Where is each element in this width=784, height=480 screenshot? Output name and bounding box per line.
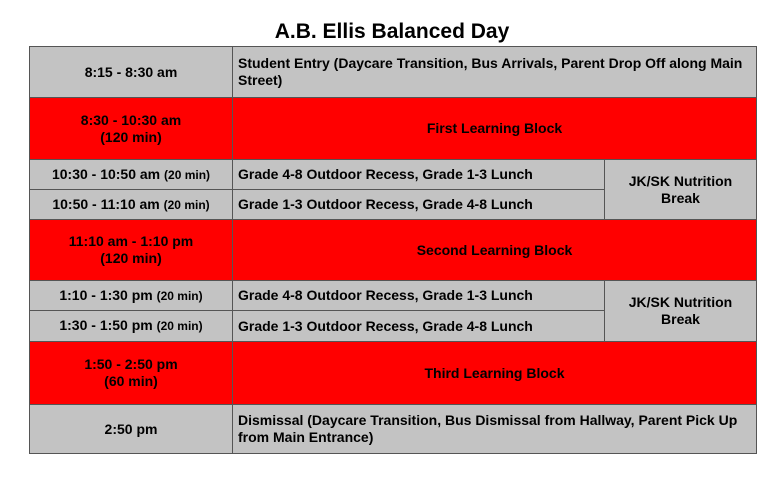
learning-block-cell (233, 98, 757, 160)
schedule-table (29, 46, 757, 454)
time-cell (30, 220, 233, 281)
time-label: 1:10 - 1:30 pm (59, 286, 153, 303)
activity-cell (233, 190, 605, 220)
learning-block-cell (233, 342, 757, 405)
activity-label: Grade 1-3 Outdoor Recess, Grade 4-8 Lunch (238, 196, 533, 212)
time-cell (30, 47, 233, 98)
table-row (30, 98, 757, 160)
time-label: 11:10 am - 1:10 pm (68, 233, 194, 249)
activity-label: Grade 4-8 Outdoor Recess, Grade 1-3 Lunch (238, 166, 533, 182)
duration-label: (20 min) (156, 288, 203, 303)
table-row (30, 47, 757, 98)
time-label: 8:30 - 10:30 am (80, 111, 182, 128)
activity-label: Student Entry (Daycare Transition, Bus Arrivals, Parent Drop Off along Main Street) (238, 55, 743, 88)
time-cell (30, 160, 233, 190)
duration-label: (60 min) (104, 373, 158, 389)
time-cell (30, 190, 233, 220)
duration-label: (120 min) (100, 128, 162, 145)
activity-cell (233, 160, 605, 190)
activity-label: Grade 4-8 Outdoor Recess, Grade 1-3 Lunch (238, 287, 533, 303)
activity-label: Grade 1-3 Outdoor Recess, Grade 4-8 Lunch (238, 317, 533, 334)
learning-block-cell (233, 220, 757, 281)
activity-label: First Learning Block (426, 120, 563, 136)
time-label: 1:50 - 2:50 pm (84, 356, 178, 372)
activity-label: Second Learning Block (416, 241, 573, 258)
time-cell (30, 342, 233, 405)
table-row (30, 405, 757, 454)
activity-cell (233, 405, 757, 454)
table-row (30, 160, 757, 190)
table-row (30, 220, 757, 281)
time-label: 10:30 - 10:50 am (51, 165, 161, 182)
activity-cell (233, 311, 605, 342)
nutrition-break-label: JK/SK Nutrition Break (628, 294, 733, 327)
time-cell (30, 311, 233, 342)
nutrition-break-label: JK/SK Nutrition Break (628, 172, 733, 206)
duration-label: (20 min) (163, 197, 210, 212)
duration-label: (20 min) (164, 167, 211, 182)
time-cell (30, 98, 233, 160)
time-label: 10:50 - 11:10 am (52, 195, 160, 212)
activity-label: Third Learning Block (424, 364, 565, 381)
nutrition-break-cell (605, 281, 757, 342)
activity-cell (233, 281, 605, 311)
activity-cell (233, 47, 757, 98)
time-label: 8:15 - 8:30 am (84, 63, 178, 80)
time-label: 2:50 pm (104, 420, 158, 437)
nutrition-break-cell (605, 160, 757, 220)
table-row (30, 281, 757, 311)
activity-label: Dismissal (Daycare Transition, Bus Dismissal from Hallway, Parent Pick Up from Main Entrance) (238, 412, 738, 445)
duration-label: (120 min) (100, 250, 162, 266)
table-row (30, 342, 757, 405)
page-title: A.B. Ellis Balanced Day (274, 20, 510, 43)
time-cell (30, 281, 233, 311)
duration-label: (20 min) (156, 319, 203, 333)
time-cell (30, 405, 233, 454)
time-label: 1:30 - 1:50 pm (59, 317, 153, 333)
